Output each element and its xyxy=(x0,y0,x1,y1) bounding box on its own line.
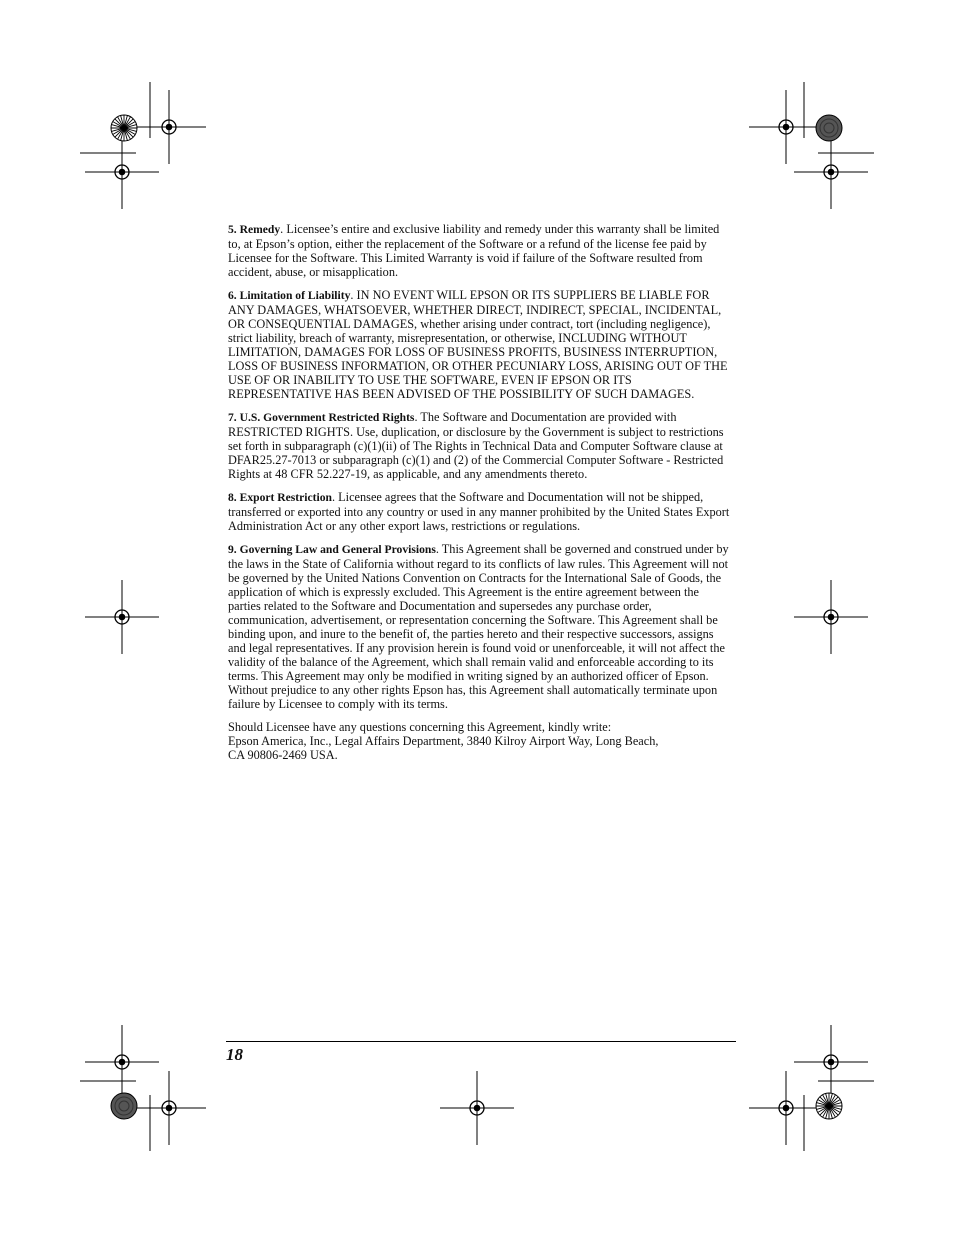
section-body: . Licensee agrees that the Software and Documentation will not be shipped, transferred or exported into any country or used in any manner prohibited by the United States Export Administration Act or any other export laws, restrictions or regulations. xyxy=(228,490,730,533)
section-heading: 7. U.S. Government Restricted Rights xyxy=(228,411,415,424)
section-body: . IN NO EVENT WILL EPSON OR ITS SUPPLIERS BE LIABLE FOR ANY DAMAGES, WHATSOEVER, WHETHER DIRECT, INDIRECT, SPECIAL, INCIDENTAL, OR CONSEQUENTIAL DAMAGES, whether arising under contract, tort (including negligence), strict liability, breach of warranty, misrepresentation, or otherwise, INCLUDING WITHOUT LIMITATION, DAMAGES FOR LOSS OF BUSINESS PROFITS, BUSINESS INTERRUPTION, LOSS OF BUSINESS INFORMATION, OR OTHER PECUNIARY LOSS, ARISING OUT OF THE USE OF OR INABILITY TO USE THE SOFTWARE, EVEN IF EPSON OR ITS REPRESENTATIVE HAS BEEN ADVISED OF THE POSSIBILITY OF SUCH DAMAGES. xyxy=(228,288,728,401)
section-remedy xyxy=(228,222,730,279)
section-governing-law xyxy=(228,542,730,711)
footer-rule xyxy=(226,1041,736,1042)
contact-address: Epson America, Inc., Legal Affairs Department, 3840 Kilroy Airport Way, Long Beach, xyxy=(228,734,659,748)
section-heading: 9. Governing Law and General Provisions xyxy=(228,543,436,556)
section-heading: 6. Limitation of Liability xyxy=(228,289,351,302)
contact-city: CA 90806-2469 USA. xyxy=(228,748,338,762)
section-export-restriction xyxy=(228,490,730,533)
contact-block xyxy=(228,720,730,762)
section-heading: 8. Export Restriction xyxy=(228,491,333,504)
section-body: . This Agreement shall be governed and construed under by the laws in the State of California without regard to its conflicts of law rules. This Agreement will not be governed by the United Nations Convention on Contracts for the International Sale of Goods, the application of which is expressly excluded. This Agreement is the entire agreement between the parties related to the Software and Documentation and supersedes any purchase order, communication, advertisement, or representation concerning the Software. This Agreement shall be binding upon, and inure to the benefit of, the parties hereto and their respective successors, assigns and legal representatives. If any provision herein is found void or unenforceable, it will not affect the validity of the balance of the Agreement, which shall remain valid and enforceable according to its terms. This Agreement may only be modified in writing signed by an authorized officer of Epson. Without prejudice to any other rights Epson has, this Agreement shall automatically terminate upon failure by Licensee to comply with its terms. xyxy=(228,542,729,711)
page-number: 18 xyxy=(226,1045,243,1064)
section-heading: 5. Remedy xyxy=(228,223,281,236)
section-body: . Licensee’s entire and exclusive liability and remedy under this warranty shall be limited to, at Epson’s option, either the replacement of the Software or a refund of the license fee paid by Licensee for the Software. This Limited Warranty is void if failure of the Software resulted from accident, abuse, or misapplication. xyxy=(228,222,720,279)
contact-intro: Should Licensee have any questions concerning this Agreement, kindly write: xyxy=(228,720,612,734)
section-body: . The Software and Documentation are provided with RESTRICTED RIGHTS. Use, duplication, or disclosure by the Government is subject to restrictions set forth in subparagraph (c)(1)(ii) of The Rights in Technical Data and Computer Software clause at DFAR25.27-7013 or subparagraph (c)(1) and (2) of the Commercial Computer Software - Restricted Rights at 48 CFR 52.227-19, as applicable, and any amendments thereto. xyxy=(228,410,724,481)
license-text xyxy=(228,222,730,762)
section-government-rights xyxy=(228,410,730,481)
section-limitation-of-liability xyxy=(228,288,730,401)
